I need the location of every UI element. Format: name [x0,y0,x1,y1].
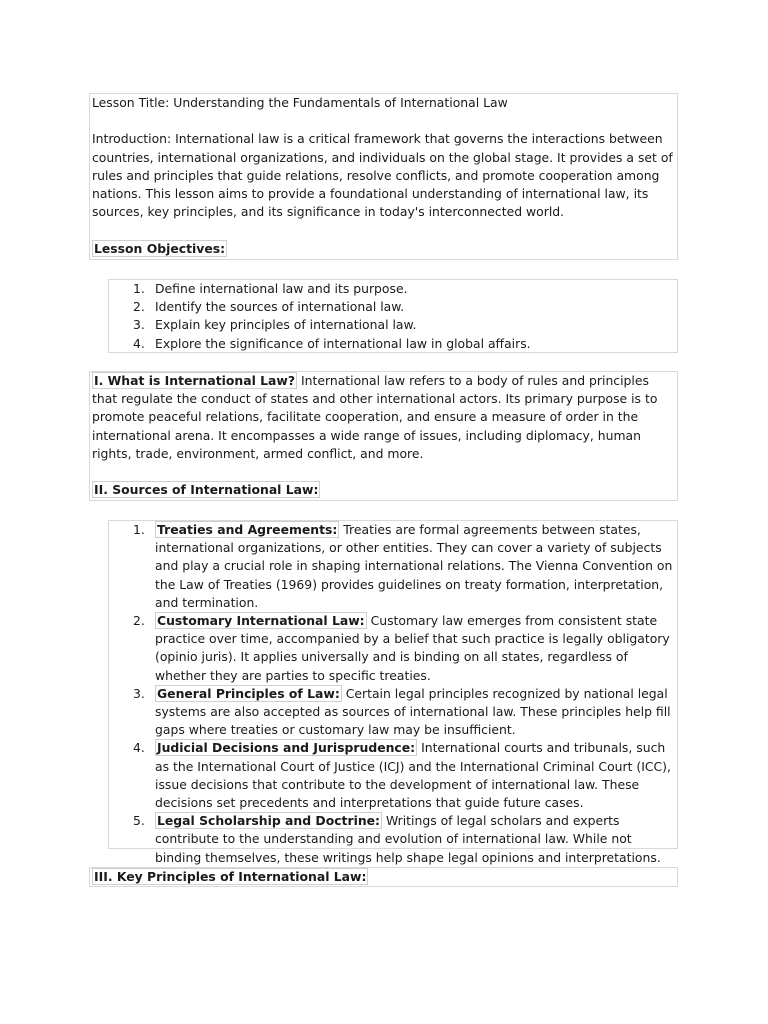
objective-item [111,280,675,298]
objective-number: 1. [133,281,145,296]
objective-item [111,335,675,353]
objective-item [111,316,675,334]
objective-text: Explore the significance of international law in global affairs. [155,335,531,351]
section-key-heading: III. Key Principles of International Law: [94,869,367,884]
source-number: 2. [133,613,145,629]
source-number: 3. [133,685,145,701]
sources-list-box [108,520,678,865]
source-item [111,521,675,612]
source-text: Treaties are formal agreements between states, international organizations, or other entities. They can cover a variety of subjects and play a crucial role in shaping international relations. The Vienna Convention on the Law of Treaties (1969) provides guidelines on treaty formation, interpretation, and termination. [155,522,673,610]
source-text: International courts and tribunals, such as the International Court of Justice (ICJ) and the International Criminal Court (ICC), issue decisions that contribute to the development of international law. These decisions set precedents and interpretations that guide future cases. [155,740,671,811]
source-title: Customary International Law: [157,613,365,629]
source-text: Customary law emerges from consistent state practice over time, accompanied by a belief that such practice is legally obligatory (opinio juris). It applies universally and is binding on all states, regardless of whether they are parties to specific treaties. [155,613,670,683]
source-text: Certain legal principles recognized by national legal systems are also accepted as sources of international law. These principles help fill gaps where treaties or customary law may be insufficient. [155,685,671,738]
source-item [111,612,675,685]
objectives-list [111,280,675,353]
section-what-paragraph [92,372,675,463]
objective-item [111,298,675,316]
source-title: Judicial Decisions and Jurisprudence: [157,740,416,756]
source-number: 4. [133,740,145,756]
intro-box [89,93,678,260]
objective-text: Define international law and its purpose. [155,281,408,296]
section-what-heading: I. What is International Law? [94,373,296,388]
lesson-title: Lesson Title: Understanding the Fundamentals of International Law [92,95,508,110]
source-number: 1. [133,522,145,537]
section-what-body: International law refers to a body of rules and principles that regulate the conduct of states and other international actors. Its primary purpose is to promote peaceful relations, facilitate cooperation, and ensure a measure of order in the international arena. It encompasses a wide range of issues, including diplomacy, human rights, trade, environment, armed conflict, and more. [92,373,658,461]
source-item [111,812,675,867]
source-title: Legal Scholarship and Doctrine: [157,813,381,829]
source-title: General Principles of Law: [157,685,340,701]
source-item [111,739,675,812]
objective-number: 4. [133,335,145,351]
source-item [111,685,675,740]
source-text: Writings of legal scholars and experts contribute to the understanding and evolution of international law. While not binding themselves, these writings help shape legal opinions and interpretations. [155,813,661,865]
objectives-list-box [108,279,678,353]
section-what-box [89,371,678,501]
source-number: 5. [133,813,145,829]
sources-list [111,521,675,867]
introduction-paragraph: Introduction: International law is a critical framework that governs the interactions between countries, international organizations, and individuals on the global stage. It provides a set of rules and principles that guide relations, resolve conflicts, and promote cooperation among nations. This lesson aims to provide a foundational understanding of international law, its sources, key principles, and its significance in today's interconnected world. [92,131,673,220]
objective-number: 3. [133,317,145,333]
objective-number: 2. [133,299,145,315]
objective-text: Identify the sources of international law. [155,299,405,315]
objective-text: Explain key principles of international law. [155,317,417,333]
section-key-box [89,867,678,887]
source-title: Treaties and Agreements: [157,522,338,537]
section-sources-heading: II. Sources of International Law: [94,482,319,498]
objectives-heading: Lesson Objectives: [94,240,226,256]
